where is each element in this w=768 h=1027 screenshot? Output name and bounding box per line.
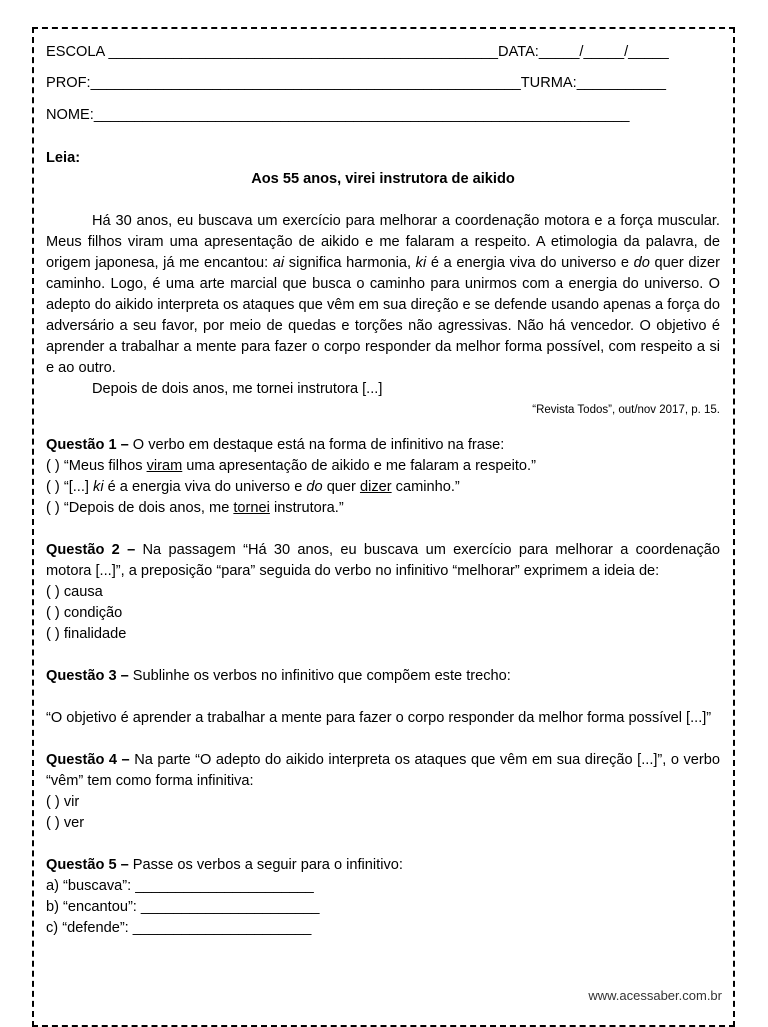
q2-option-1: ( ) causa <box>46 584 103 600</box>
footer-url: www.acessaber.com.br <box>588 988 722 1003</box>
q1-option-2: ( ) “[...] ki é a energia viva do universo e do quer dizer caminho.” <box>46 479 460 495</box>
reading-paragraph: Há 30 anos, eu buscava um exercício para melhorar a coordenação motora e a força muscular. Meus filhos viram uma apresentação de aikido e me falaram a respeito. A etimologia da palavra, de origem japonesa, já me encantou: ai significa harmonia, ki é a energia viva do universo e do quer dizer caminho. Logo, é uma arte marcial que busca o caminho para unirmos com a energia do universo. O adepto do aikido interpreta os ataques que vêm em sua direção e se defende usando apenas a força do adversário a seu favor, por meio de quedas e torções não agressivas. Não há vencedor. O objetivo é aprender a trabalhar a mente para fazer o corpo responder da melhor forma possível, com respeito a si e ao outro. <box>46 213 720 376</box>
worksheet-content <box>46 148 720 939</box>
reading-paragraph-2: Depois de dois anos, me tornei instrutora [...] <box>92 381 383 397</box>
question-4: Questão 4 – Na parte “O adepto do aikido interpreta os ataques que vêm em sua direção [...]”, o verbo “vêm” tem como forma infinitiva: <box>46 752 721 789</box>
q5-item-a: a) “buscava”: ______________________ <box>46 878 314 894</box>
question-3: Questão 3 – Sublinhe os verbos no infinitivo que compõem este trecho: <box>46 668 511 684</box>
school-field: ESCOLA ________________________________________________DATA:_____/_____/_____ <box>46 44 669 60</box>
question-5: Questão 5 – Passe os verbos a seguir para o infinitivo: <box>46 857 403 873</box>
q1-option-3: ( ) “Depois de dois anos, me tornei instrutora.” <box>46 500 344 516</box>
q3-quote: “O objetivo é aprender a trabalhar a mente para fazer o corpo responder da melhor forma possível [...]” <box>46 710 712 726</box>
q1-option-1: ( ) “Meus filhos viram uma apresentação de aikido e me falaram a respeito.” <box>46 458 536 474</box>
q5-item-c: c) “defende”: ______________________ <box>46 920 312 936</box>
q5-item-b: b) “encantou”: ______________________ <box>46 899 320 915</box>
question-1: Questão 1 – O verbo em destaque está na forma de infinitivo na frase: <box>46 437 505 453</box>
leia-label: Leia: <box>46 150 81 166</box>
question-2: Questão 2 – Na passagem “Há 30 anos, eu buscava um exercício para melhorar a coordenação motora [...]”, a preposição “para” seguida do verbo no infinitivo “melhorar” exprimem a ideia de: <box>46 542 721 579</box>
q2-option-3: ( ) finalidade <box>46 626 127 642</box>
q2-option-2: ( ) condição <box>46 605 123 621</box>
prof-field: PROF:_____________________________________________________TURMA:___________ <box>46 75 666 91</box>
q4-option-2: ( ) ver <box>46 815 85 831</box>
q4-option-1: ( ) vir <box>46 794 80 810</box>
text-title: Aos 55 anos, virei instrutora de aikido <box>251 171 515 187</box>
source-citation: “Revista Todos”, out/nov 2017, p. 15. <box>532 404 720 416</box>
name-field: NOME:__________________________________________________________________ <box>46 107 630 123</box>
